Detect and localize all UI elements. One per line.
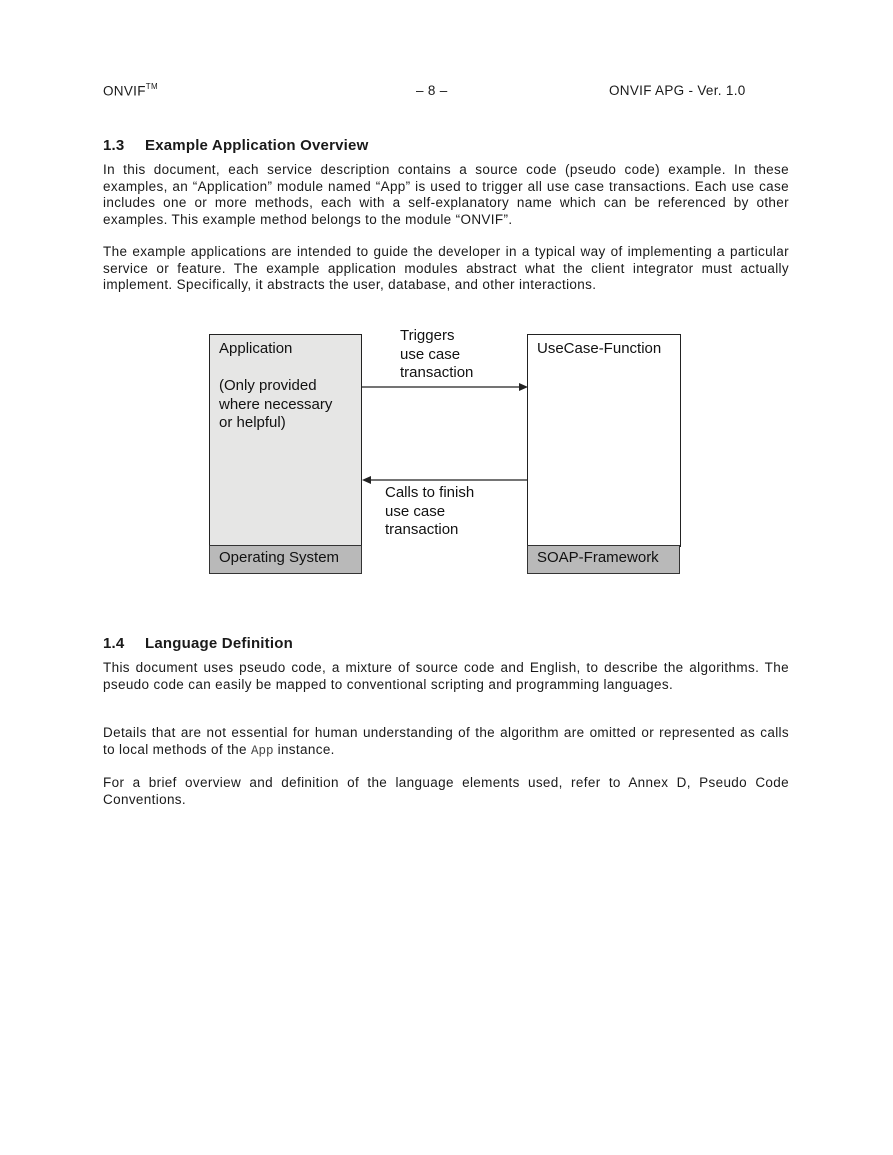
section-title: Example Application Overview xyxy=(145,137,369,154)
note-line: where necessary xyxy=(219,395,333,413)
note-line: or helpful) xyxy=(219,414,286,431)
page-number: – 8 – xyxy=(416,83,448,98)
code-app: App xyxy=(250,743,274,758)
trigger-label xyxy=(400,327,473,383)
label-line: transaction xyxy=(385,521,459,538)
paragraph: For a brief overview and definition of the language elements used, refer to Annex D, Pseudo Code Conventions. xyxy=(103,775,789,807)
usecase-title: UseCase-Function xyxy=(537,340,662,357)
paragraph: In this document, each service description contains a source code (pseudo code) example. In these examples, an “Application” module named “App” is used to trigger all use case transactions. Each use case includes one or more methods, each with a self-explanatory name which can be referenced by other examples. This example method belongs to the module “ONVIF”. xyxy=(103,162,789,227)
header-brand: ONVIF xyxy=(103,83,146,99)
finish-arrowhead xyxy=(362,476,371,484)
label-line: transaction xyxy=(400,364,474,381)
operating-system-box: Operating System xyxy=(209,545,362,574)
text-run: Details that are not essential for human understanding of the algorithm are omitted or represented as calls to local methods of the xyxy=(103,725,789,757)
section-title: Language Definition xyxy=(145,635,293,652)
finish-label xyxy=(385,484,474,540)
soap-framework-box: SOAP-Framework xyxy=(527,545,680,574)
section-heading-1-4 xyxy=(103,635,293,652)
application-title: Application xyxy=(219,340,293,357)
section-number: 1.3 xyxy=(103,137,125,154)
label-line: use case xyxy=(385,502,446,520)
label-line: use case xyxy=(400,345,461,363)
trigger-arrowhead xyxy=(519,383,528,391)
trademark-sup: TM xyxy=(145,82,158,91)
paragraph: The example applications are intended to guide the developer in a typical way of implementing a particular service or feature. The example application modules abstract what the client integrator must actually implement. Specifically, it abstracts the user, database, and other interactions. xyxy=(103,244,789,293)
paragraph: This document uses pseudo code, a mixture of source code and English, to describe the algorithms. The pseudo code can easily be mapped to conventional scripting and programming languages. xyxy=(103,660,789,692)
label-line: Calls to finish xyxy=(385,484,475,501)
text-run: instance. xyxy=(273,741,335,757)
paragraph xyxy=(103,725,789,759)
section-number: 1.4 xyxy=(103,635,125,652)
note-line: (Only provided xyxy=(219,377,317,394)
label-line: Triggers xyxy=(400,327,455,344)
header-right: ONVIF APG - Ver. 1.0 xyxy=(609,83,746,98)
